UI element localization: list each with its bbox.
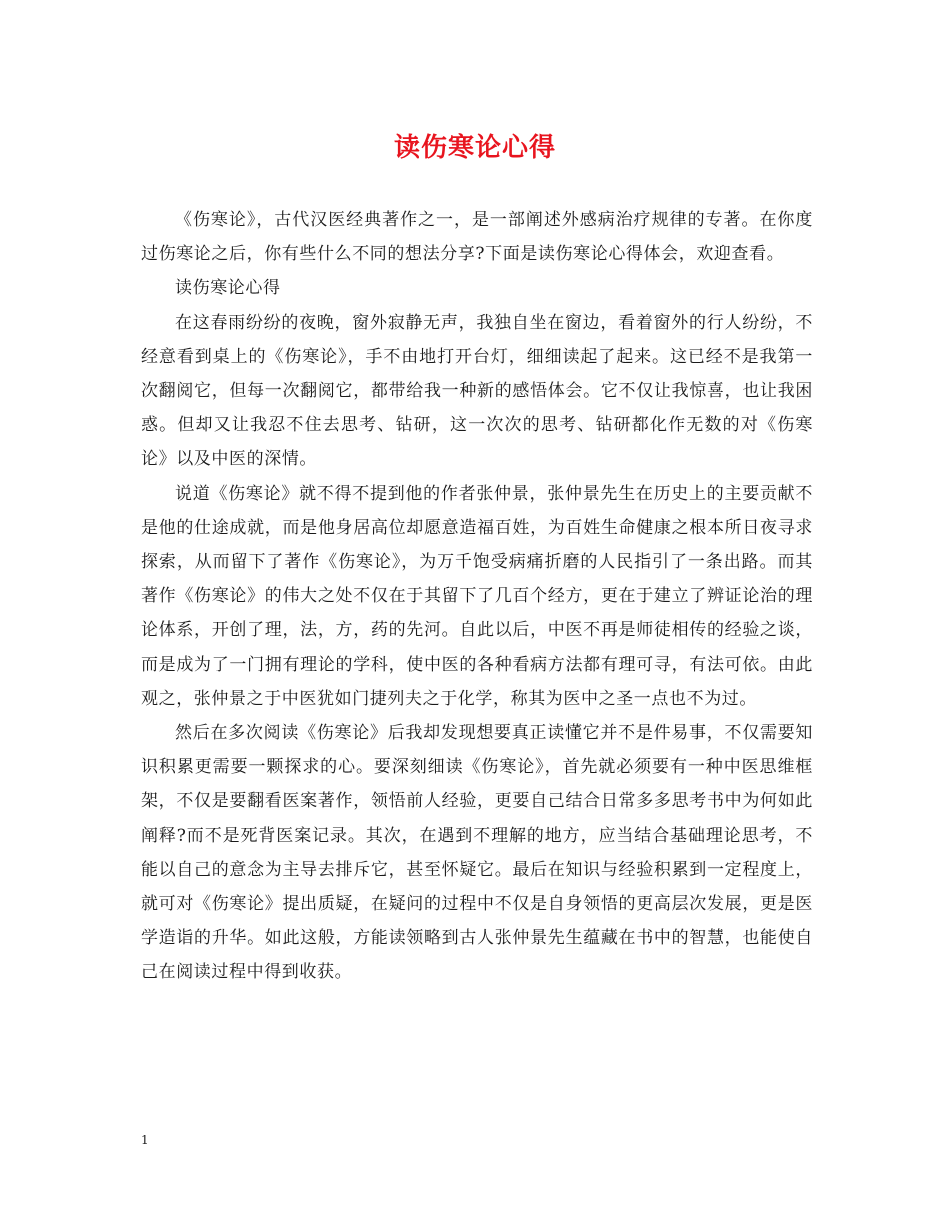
body-paragraph-1: 在这春雨纷纷的夜晚，窗外寂静无声，我独自坐在窗边，看着窗外的行人纷纷，不经意看到桌上的《伤寒论》，手不由地打开台灯，细细读起了起来。这已经不是我第一次翻阅它，但每一次翻阅它，都带给我一种新的感悟体会。它不仅让我惊喜，也让我困惑。但却又让我忍不住去思考、钻研，这一次次的思考、钻研都化作无数的对《伤寒论》以及中医的深情。 [141,312,813,470]
body-paragraph-3: 然后在多次阅读《伤寒论》后我却发现想要真正读懂它并不是件易事，不仅需要知识积累更需要一颗探求的心。要深刻细读《伤寒论》，首先就必须要有一种中医思维框架，不仅是要翻看医案著作，领悟前人经验，更要自己结合日常多多思考书中为何如此阐释?而不是死背医案记录。其次，在遇到不理解的地方，应当结合基础理论思考，不能以自己的意念为主导去排斥它，甚至怀疑它。最后在知识与经验积累到一定程度上，就可对《伤寒论》提出质疑，在疑问的过程中不仅是自身领悟的更高层次发展，更是医学造诣的升华。如此这般，方能读领略到古人张仲景先生蕴藏在书中的智慧，也能使自己在阅读过程中得到收获。 [141,723,813,983]
body-paragraph-2: 说道《伤寒论》就不得不提到他的作者张仲景，张仲景先生在历史上的主要贡献不是他的仕途成就，而是他身居高位却愿意造福百姓，为百姓生命健康之根本所日夜寻求探索，从而留下了著作《伤寒论》，为万千饱受病痛折磨的人民指引了一条出路。而其著作《伤寒论》的伟大之处不仅在于其留下了几百个经方，更在于建立了辨证论治的理论体系，开创了理，法，方，药的先河。自此以后，中医不再是师徒相传的经验之谈，而是成为了一门拥有理论的学科，使中医的各种看病方法都有理可寻，有法可依。由此观之，张仲景之于中医犹如门捷列夫之于化学，称其为医中之圣一点也不为过。 [141,483,813,709]
document-body [141,203,813,990]
page-number: 1 [141,1133,149,1147]
document-title: 读伤寒论心得 [393,133,556,163]
section-heading: 读伤寒论心得 [175,278,281,299]
intro-paragraph: 《伤寒论》，古代汉医经典著作之一，是一部阐述外感病治疗规律的专著。在你度过伤寒论之后，你有些什么不同的想法分享?下面是读伤寒论心得体会，欢迎查看。 [141,210,813,265]
